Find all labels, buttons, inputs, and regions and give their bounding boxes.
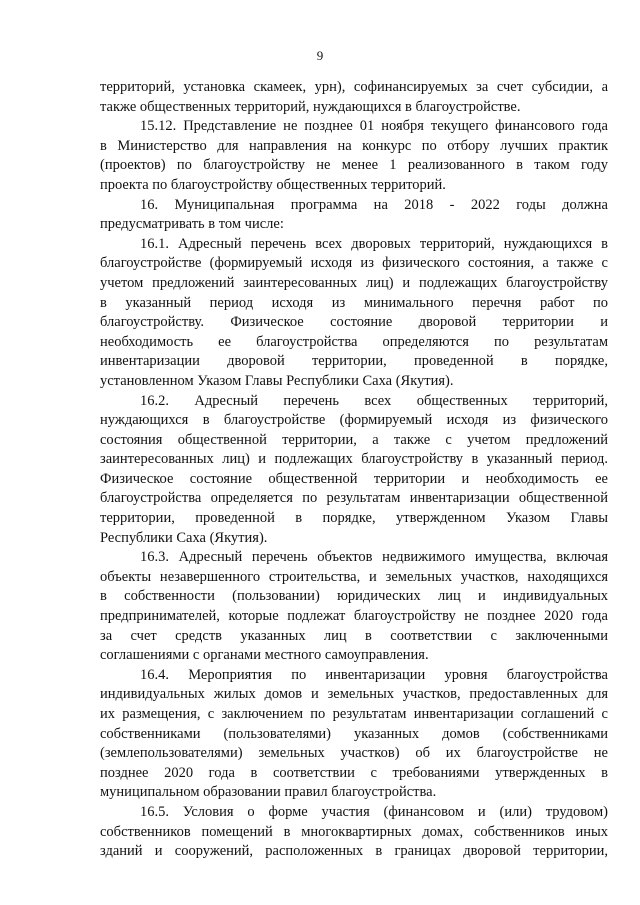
- text-line: Физическое состояние общественной территории и необходимость ее: [100, 470, 608, 487]
- text-line: территории, проведенной в порядке, утвержденном Указом Главы: [100, 510, 608, 527]
- paragraph-15-12: [100, 117, 608, 195]
- text-line: за счет средств указанных лиц в соответствии с заключенными: [100, 627, 608, 644]
- text-line: зданий и сооружений, расположенных в границах дворовой территории,: [100, 843, 608, 860]
- text-line: собственниками (пользователями) указанных домов (собственниками: [100, 725, 608, 742]
- text-line: в собственности (пользовании) юридических лиц и индивидуальных: [100, 588, 608, 605]
- text-line: индивидуальных жилых домов и земельных участков, предоставленных для: [100, 686, 608, 703]
- text-line: территорий, установка скамеек, урн), софинансируемых за счет субсидии, а: [100, 79, 608, 95]
- page-number: 9: [316, 48, 324, 63]
- text-line: благоустройства определяется по результатам инвентаризации общественной: [100, 490, 608, 507]
- text-line: в Министерство для направления на конкурс по отбору лучших практик: [100, 137, 608, 154]
- text-line: также общественных территорий, нуждающихся в благоустройстве.: [100, 98, 521, 115]
- paragraph-16-3: [100, 548, 608, 666]
- text-line: Республики Саха (Якутия).: [100, 529, 268, 546]
- text-line: нуждающихся в благоустройстве (формируемый исходя из физического: [100, 412, 608, 429]
- text-line: (землепользователями) земельных участков) об их благоустройстве не: [100, 745, 608, 762]
- document-body: [100, 78, 608, 862]
- text-line: 16.5. Условия о форме участия (финансовом и (или) трудовом): [140, 803, 608, 820]
- text-line: состояния общественной территории, а также с учетом предложений: [100, 431, 608, 448]
- text-line: заинтересованных лиц) и подлежащих благоустройству в указанный период.: [100, 451, 608, 468]
- text-line: (проектов) по благоустройству не менее 1 реализованного в таком году: [100, 157, 608, 174]
- text-line: благоустройстве (формируемый исходя из физического состояния, а также с: [100, 255, 608, 272]
- paragraph-16-4: [100, 666, 608, 803]
- text-line: необходимость ее благоустройства определяются по результатам: [100, 333, 608, 350]
- text-line: 16. Муниципальная программа на 2018 - 2022 годы должна: [140, 196, 608, 213]
- paragraph-16: [100, 196, 608, 235]
- text-line: соглашениями с органами местного самоуправления.: [100, 647, 429, 664]
- text-line: объекты незавершенного строительства, и земельных участков, находящихся: [100, 568, 608, 585]
- text-line: 16.2. Адресный перечень всех общественных территорий,: [140, 392, 608, 409]
- text-line: инвентаризации дворовой территории, проведенной в порядке,: [100, 353, 608, 370]
- text-line: предусматривать в том числе:: [100, 216, 284, 233]
- text-line: установленном Указом Главы Республики Саха (Якутия).: [100, 372, 454, 389]
- paragraph-continuation: [100, 78, 608, 117]
- text-line: учетом предложений заинтересованных лиц) и подлежащих благоустройству: [100, 274, 608, 291]
- text-line: 16.1. Адресный перечень всех дворовых территорий, нуждающихся в: [140, 235, 608, 252]
- text-line: собственников помещений в многоквартирных домах, собственников иных: [100, 823, 608, 840]
- text-line: муниципальном образовании правил благоустройства.: [100, 784, 437, 801]
- text-line: 16.3. Адресный перечень объектов недвижимого имущества, включая: [140, 549, 608, 566]
- text-line: в указанный период исходя из минимального перечня работ по: [100, 294, 608, 311]
- text-line: 15.12. Представление не позднее 01 ноября текущего финансового года: [140, 118, 608, 135]
- text-line: позднее 2020 года в соответствии с требованиями утвержденных в: [100, 764, 608, 781]
- paragraph-16-5: [100, 803, 608, 862]
- text-line: предпринимателей, которые подлежат благоустройству не позднее 2020 года: [100, 608, 608, 625]
- paragraph-16-2: [100, 392, 608, 549]
- text-line: 16.4. Мероприятия по инвентаризации уровня благоустройства: [140, 666, 608, 683]
- paragraph-16-1: [100, 235, 608, 392]
- text-line: благоустройству. Физическое состояние дворовой территории и: [100, 314, 608, 331]
- text-line: проекта по благоустройству общественных территорий.: [100, 176, 446, 193]
- text-line: их размещения, с заключением по результатам инвентаризации соглашений с: [100, 706, 608, 722]
